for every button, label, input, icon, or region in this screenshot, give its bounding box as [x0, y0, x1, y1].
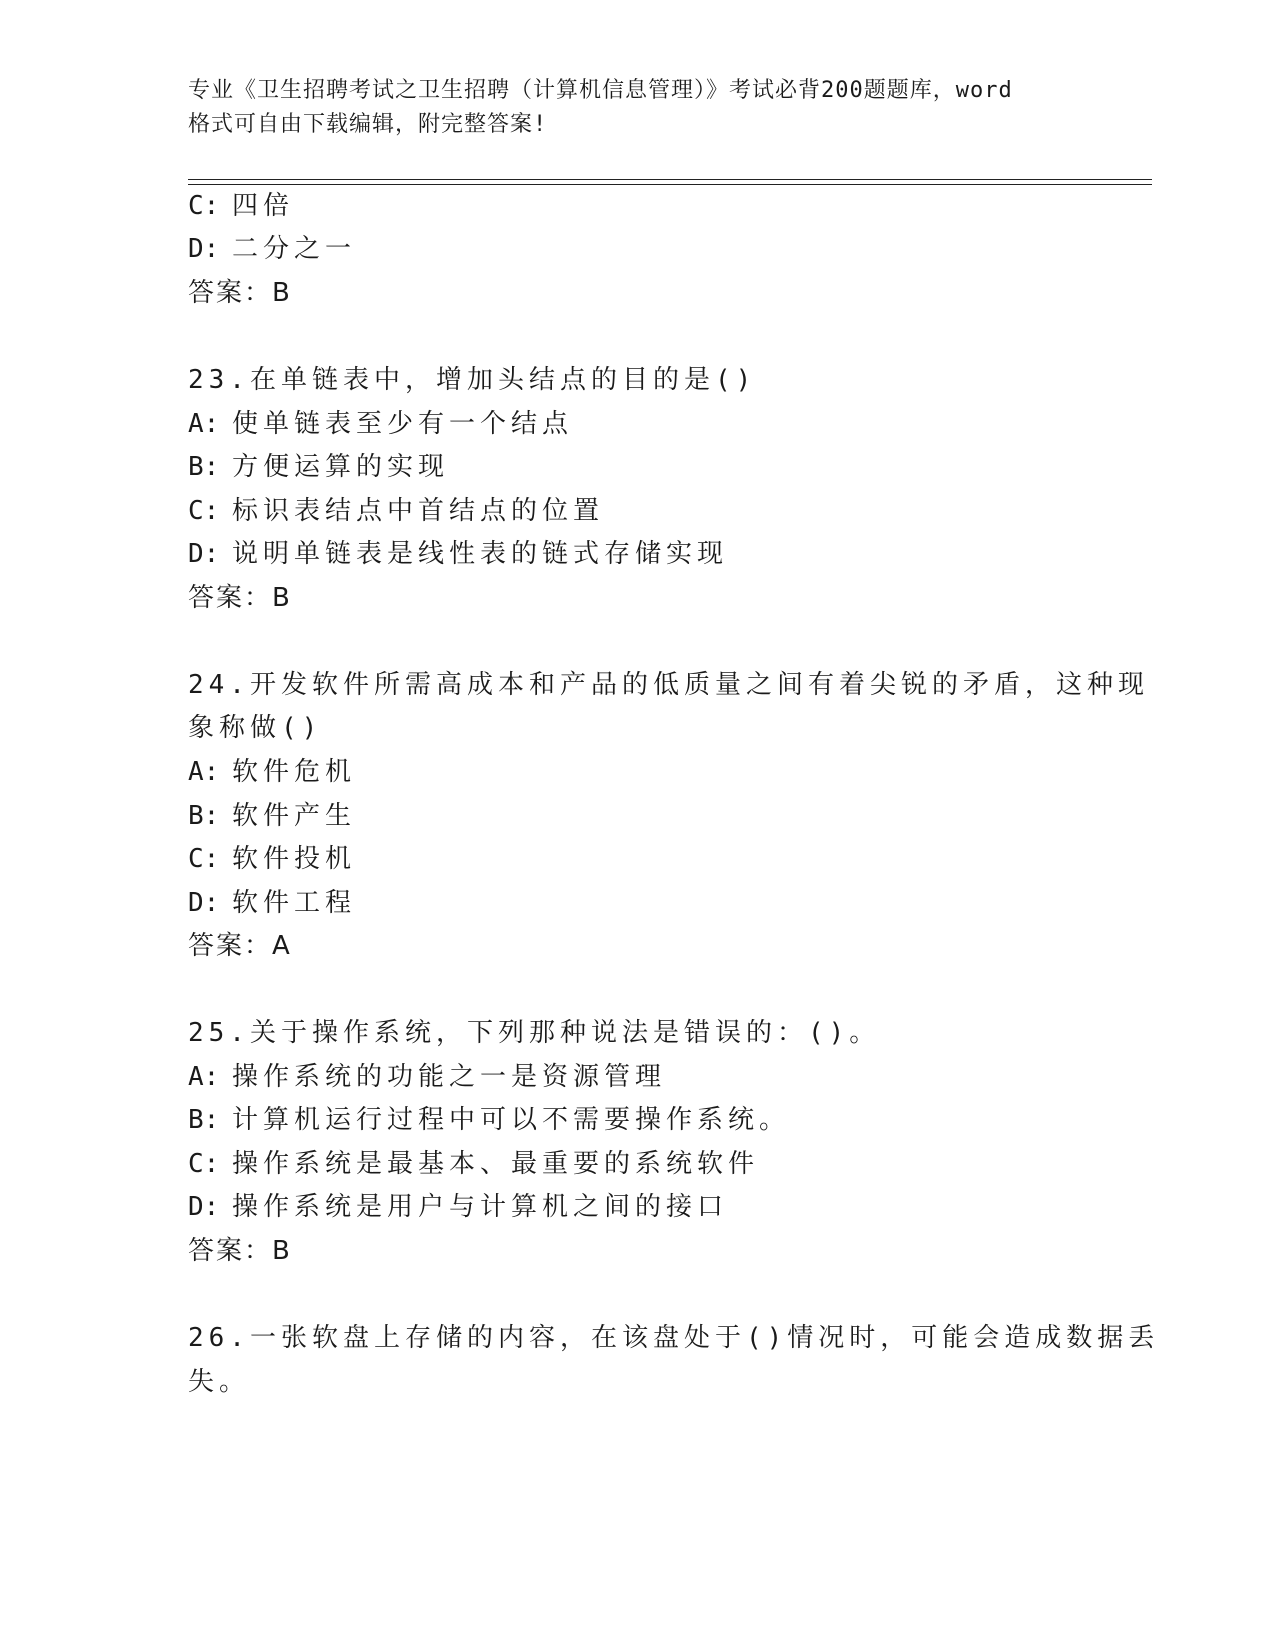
option-text: 软件投机 [232, 844, 357, 874]
q23-option-d [188, 531, 728, 577]
q25-option-c [188, 1141, 759, 1187]
option-text: 四倍 [232, 191, 295, 221]
option-text: 操作系统是用户与计算机之间的接口 [232, 1192, 729, 1222]
q26-question-line-1: 26.一张软盘上存储的内容，在该盘处于()情况时，可能会造成数据丢 [188, 1323, 1160, 1353]
q22-option-d [188, 226, 356, 272]
option-text: 标识表结点中首结点的位置 [232, 496, 605, 526]
q25-option-a [188, 1054, 666, 1100]
option-text: 使单链表至少有一个结点 [232, 409, 574, 439]
option-key: A: [188, 1062, 220, 1092]
option-key: A: [188, 757, 220, 787]
q23-option-a [188, 401, 573, 447]
q25-answer: 答案：B [188, 1236, 292, 1266]
option-key: B: [188, 452, 220, 482]
document-header [188, 74, 1088, 142]
option-key: B: [188, 801, 220, 831]
option-text: 操作系统的功能之一是资源管理 [232, 1062, 667, 1092]
option-key: C: [188, 844, 220, 874]
option-key: A: [188, 409, 220, 439]
option-text: 二分之一 [232, 234, 357, 264]
option-key: D: [188, 1192, 220, 1222]
q25-question: 25.关于操作系统，下列那种说法是错误的：()。 [188, 1018, 881, 1048]
header-title-line-1: 专业《卫生招聘考试之卫生招聘（计算机信息管理）》考试必背200题题库，word [188, 78, 1013, 103]
option-key: D: [188, 539, 220, 569]
option-text: 计算机运行过程中可以不需要操作系统。 [232, 1105, 791, 1135]
q24-option-d [188, 880, 356, 926]
option-text: 说明单链表是线性表的链式存储实现 [232, 539, 729, 569]
header-divider-top [188, 179, 1152, 180]
option-key: C: [188, 496, 220, 526]
q24-option-a [188, 749, 356, 795]
option-key: C: [188, 1149, 220, 1179]
q24-question-line-2: 象称做() [188, 713, 323, 743]
q23-answer: 答案：B [188, 583, 292, 613]
q23-option-b [188, 444, 449, 490]
option-text: 软件产生 [232, 801, 357, 831]
q24-option-b [188, 793, 356, 839]
option-text: 软件工程 [232, 888, 357, 918]
q22-option-c [188, 183, 294, 229]
option-key: B: [188, 1105, 220, 1135]
header-divider-bottom [188, 184, 1152, 185]
option-text: 软件危机 [232, 757, 357, 787]
q24-answer: 答案：A [188, 931, 292, 961]
q26-question-line-2: 失。 [188, 1367, 251, 1397]
q25-option-d [188, 1184, 728, 1230]
option-text: 操作系统是最基本、最重要的系统软件 [232, 1149, 760, 1179]
q23-option-c [188, 488, 604, 534]
option-text: 方便运算的实现 [232, 452, 450, 482]
q23-question: 23.在单链表中，增加头结点的目的是() [188, 365, 757, 395]
q24-option-c [188, 836, 356, 882]
q24-question-line-1: 24.开发软件所需高成本和产品的低质量之间有着尖锐的矛盾，这种现 [188, 670, 1149, 700]
option-key: D: [188, 234, 220, 264]
option-key: D: [188, 888, 220, 918]
option-key: C: [188, 191, 220, 221]
q25-option-b [188, 1097, 790, 1143]
header-title-line-2: 格式可自由下载编辑，附完整答案! [188, 112, 548, 137]
q22-answer: 答案：B [188, 278, 292, 308]
